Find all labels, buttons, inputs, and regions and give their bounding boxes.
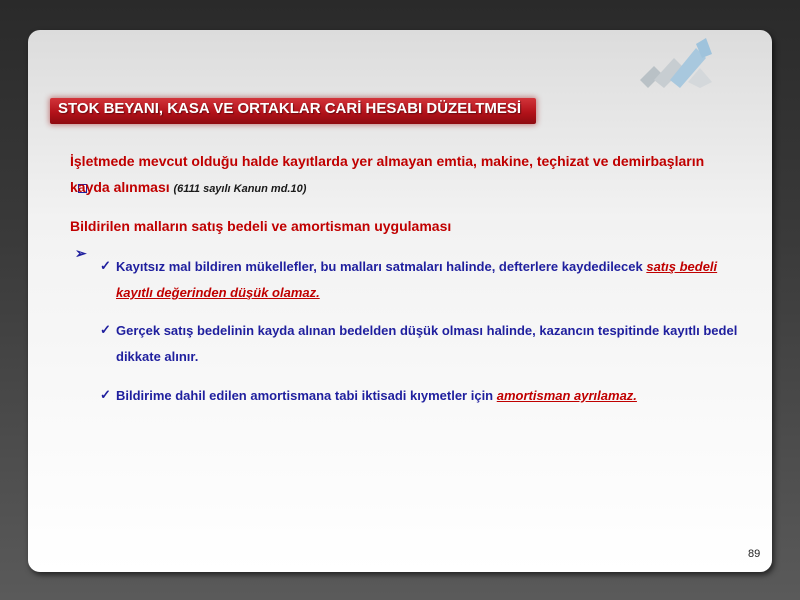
title-banner [50, 98, 536, 124]
item-text: İşletmede mevcut olduğu halde kayıtlarda yer almayan emtia, makine, teçhizat ve demirbaşların kayda alınması [70, 153, 705, 195]
list-item [70, 213, 710, 239]
subitem-text: Gerçek satış bedelinin kayda alınan bedelden düşük olması halinde, kazancın tespitinde kayıtlı bedel dikkate alınır. [116, 323, 738, 364]
slide-title: STOK BEYANI, KASA VE ORTAKLAR CARİ HESABI DÜZELTMESİ [58, 100, 522, 117]
list-item [70, 148, 710, 202]
checkmark-icon: ✓ [100, 387, 111, 402]
slide [28, 30, 772, 572]
checkmark-icon: ✓ [100, 258, 111, 273]
page-number: 89 [748, 548, 761, 560]
item-text: Bildirilen malların satış bedeli ve amortisman uygulaması [70, 218, 452, 234]
arrow-bullet-icon: ➢ [75, 245, 87, 261]
item-note: (6111 sayılı Kanun md.10) [173, 183, 307, 195]
list-item [116, 383, 746, 409]
subitem-text: Bildirime dahil edilen amortismana tabi iktisadi kıymetler için [116, 388, 497, 403]
subitem-emphasis: satış bedeli kayıtlı değerinden düşük olamaz. [116, 259, 718, 300]
checkmark-icon: ✓ [100, 322, 111, 337]
list-item [116, 318, 746, 370]
subitem-text: Kayıtsız mal bildiren mükellefler, bu malları satmaları halinde, defterlere kaydedilecek [116, 259, 647, 274]
logo-icon [640, 38, 770, 88]
list-item [116, 254, 746, 306]
subitem-emphasis: amortisman ayrılamaz. [496, 388, 637, 403]
